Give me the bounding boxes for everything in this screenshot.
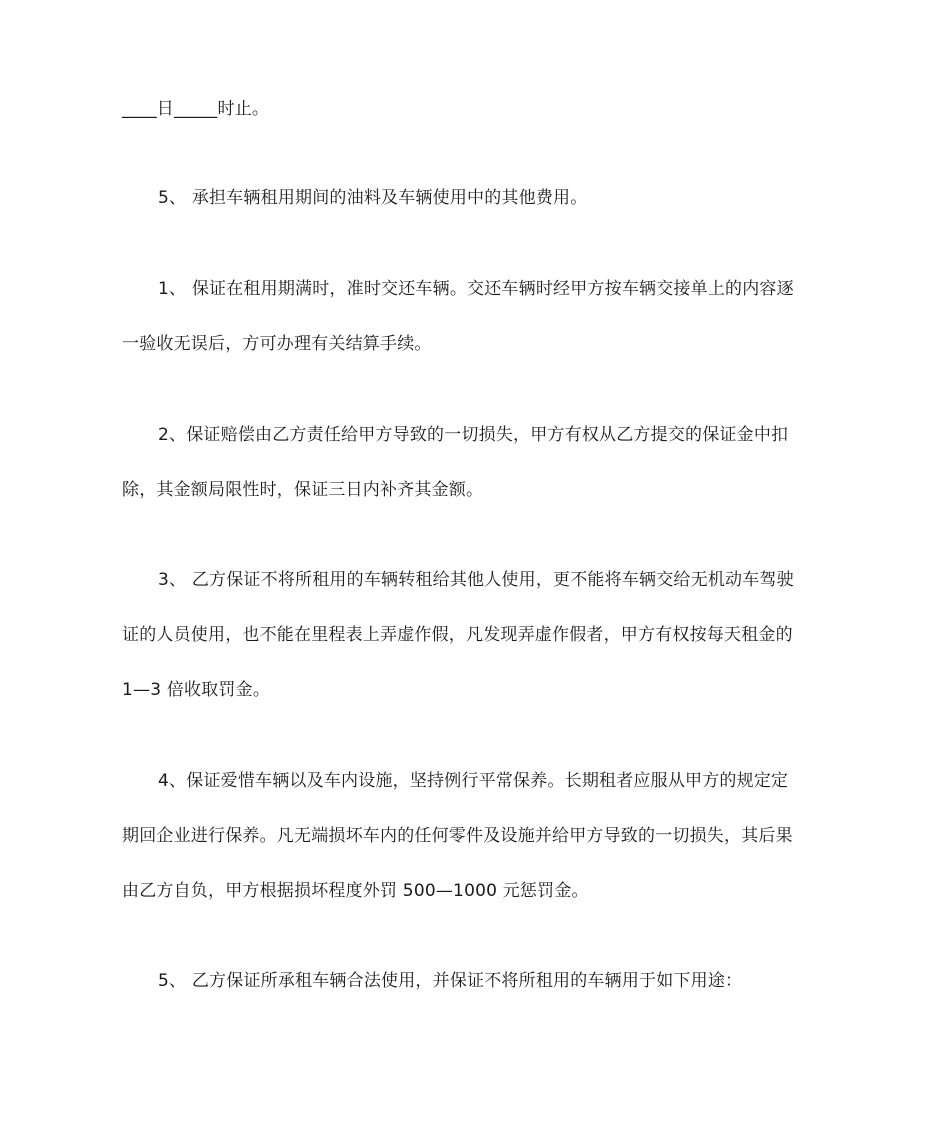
clause-4-maintenance: 4、保证爱惜车辆以及车内设施，坚持例行平常保养。长期租者应服从甲方的规定定: [158, 771, 789, 791]
clause-3-continued-1: 证的人员使用，也不能在里程表上弄虚作假，凡发现弄虚作假者，甲方有权按每天租金的: [122, 625, 793, 645]
clause-3-no-sublet: 3、 乙方保证不将所租用的车辆转租给其他人使用，更不能将车辆交给无机动车驾驶: [158, 570, 794, 590]
clause-4-continued-1: 期回企业进行保养。凡无端损坏车内的任何零件及设施并给甲方导致的一切损失，其后果: [122, 826, 793, 846]
clause-5-fees: 5、 承担车辆租用期间的油料及车辆使用中的其他费用。: [158, 188, 588, 208]
clause-2-continued: 除，其金额局限性时，保证三日内补齐其金额。: [122, 480, 484, 500]
clause-4-continued-2: 由乙方自负，甲方根据损坏程度外罚 500—1000 元惩罚金。: [122, 881, 589, 901]
clause-5-legal-use: 5、 乙方保证所承租车辆合法使用，并保证不将所租用的车辆用于如下用途：: [158, 971, 743, 991]
clause-1-return-vehicle: 1、 保证在租用期满时，准时交还车辆。交还车辆时经甲方按车辆交接单上的内容逐: [158, 279, 794, 299]
clause-3-continued-2: 1—3 倍收取罚金。: [122, 680, 271, 700]
text-line-1: ____日_____时止。: [122, 99, 270, 119]
clause-1-continued: 一验收无误后，方可办理有关结算手续。: [122, 334, 432, 354]
clause-2-compensation: 2、保证赔偿由乙方责任给甲方导致的一切损失，甲方有权从乙方提交的保证金中扣: [158, 425, 789, 445]
